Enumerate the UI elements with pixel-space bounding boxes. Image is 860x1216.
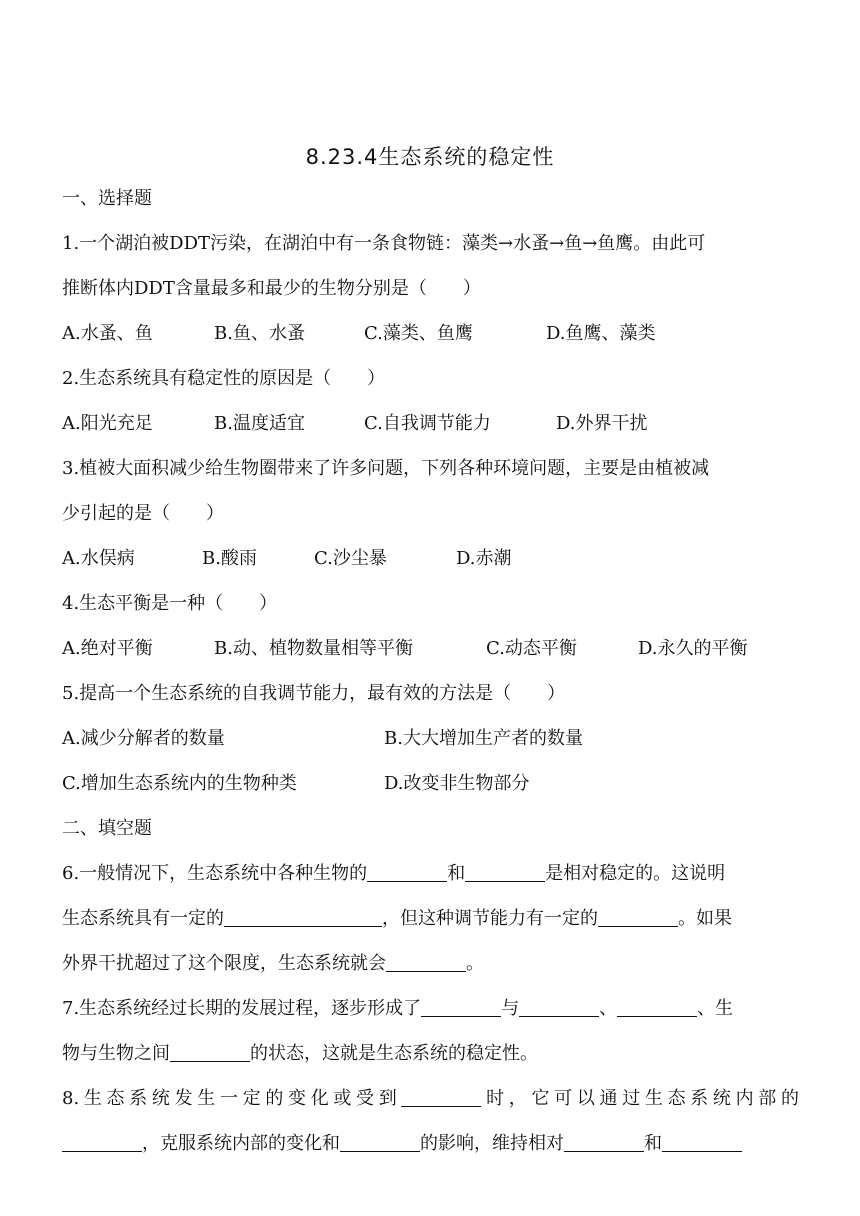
option-a: A.水蚤、鱼 bbox=[62, 323, 153, 344]
text-segment: 和 bbox=[644, 1133, 662, 1154]
option-a: A.绝对平衡 bbox=[62, 638, 153, 659]
option-b: B.大大增加生产者的数量 bbox=[384, 728, 583, 749]
answer-blank[interactable] bbox=[465, 863, 545, 882]
text-segment: 物与生物之间 bbox=[62, 1043, 170, 1064]
question-5-stem: 5.提高一个生态系统的自我调节能力，最有效的方法是（ ） bbox=[62, 683, 566, 704]
question-2-stem: 2.生态系统具有稳定性的原因是（ ） bbox=[62, 368, 386, 389]
question-1-stem-line-1: 1.一个湖泊被DDT污染，在湖泊中有一条食物链：藻类→水蚤→鱼→鱼鹰。由此可 bbox=[62, 233, 706, 254]
text-segment: 7.生态系统经过长期的发展过程，逐步形成了 bbox=[62, 998, 422, 1019]
question-3-options bbox=[62, 545, 802, 573]
answer-blank[interactable] bbox=[598, 908, 678, 927]
option-b: B.温度适宜 bbox=[214, 413, 305, 434]
answer-blank[interactable] bbox=[367, 863, 447, 882]
question-8-line-2 bbox=[62, 1130, 742, 1158]
option-c: C.动态平衡 bbox=[486, 638, 577, 659]
option-d: D.改变非生物部分 bbox=[384, 773, 530, 794]
option-b: B.动、植物数量相等平衡 bbox=[214, 638, 413, 659]
text-segment: 、生 bbox=[697, 998, 734, 1019]
question-7-line-1 bbox=[62, 995, 733, 1023]
option-d: D.外界干扰 bbox=[556, 413, 648, 434]
answer-blank[interactable] bbox=[224, 908, 382, 927]
question-6-line-3 bbox=[62, 950, 484, 978]
text-segment: 6.一般情况下，生态系统中各种生物的 bbox=[62, 863, 368, 884]
option-c: C.增加生态系统内的生物种类 bbox=[62, 773, 297, 794]
answer-blank[interactable] bbox=[519, 998, 599, 1017]
question-5-options-row-2 bbox=[62, 770, 802, 798]
page-title: 8.23.4生态系统的稳定性 bbox=[305, 145, 555, 169]
option-a: A.减少分解者的数量 bbox=[62, 728, 225, 749]
answer-blank[interactable] bbox=[170, 1043, 250, 1062]
text-segment: 的影响，维持相对 bbox=[420, 1133, 564, 1154]
question-1-options bbox=[62, 320, 802, 348]
question-4-stem: 4.生态平衡是一种（ ） bbox=[62, 593, 278, 614]
text-segment: 。如果 bbox=[678, 908, 732, 929]
text-segment: 和 bbox=[447, 863, 466, 884]
answer-blank[interactable] bbox=[662, 1133, 742, 1152]
option-d: D.赤潮 bbox=[456, 548, 512, 569]
question-4-options bbox=[62, 635, 802, 663]
answer-blank[interactable] bbox=[62, 1133, 142, 1152]
text-segment: 的状态，这就是生态系统的稳定性。 bbox=[250, 1043, 538, 1064]
question-6-line-2 bbox=[62, 905, 732, 933]
question-7-line-2 bbox=[62, 1040, 538, 1068]
text-segment: 与 bbox=[501, 998, 520, 1019]
text-segment: 、 bbox=[599, 998, 618, 1019]
answer-blank[interactable] bbox=[421, 998, 501, 1017]
option-a: A.水俣病 bbox=[62, 548, 135, 569]
question-8-line-1 bbox=[62, 1085, 799, 1113]
answer-blank[interactable] bbox=[564, 1133, 644, 1152]
option-c: C.自我调节能力 bbox=[364, 413, 491, 434]
text-segment: ，克服系统内部的变化和 bbox=[142, 1133, 340, 1154]
text-segment: 。 bbox=[466, 953, 484, 974]
option-c: C.沙尘暴 bbox=[314, 548, 387, 569]
section-heading-fill: 二、填空题 bbox=[62, 818, 152, 839]
option-b: B.酸雨 bbox=[202, 548, 257, 569]
question-3-stem-line-1: 3.植被大面积减少给生物圈带来了许多问题，下列各种环境问题，主要是由植被减 bbox=[62, 458, 710, 479]
option-b: B.鱼、水蚤 bbox=[214, 323, 305, 344]
text-segment: 生态系统具有一定的 bbox=[62, 908, 224, 929]
question-5-options-row-1 bbox=[62, 725, 802, 753]
question-1-stem-line-2: 推断体内DDT含量最多和最少的生物分别是（ ） bbox=[62, 278, 481, 299]
section-heading-choice: 一、选择题 bbox=[62, 188, 152, 209]
option-d: D.永久的平衡 bbox=[638, 638, 748, 659]
answer-blank[interactable] bbox=[340, 1133, 420, 1152]
text-segment: 是相对稳定的。这说明 bbox=[545, 863, 726, 884]
text-segment: ，但这种调节能力有一定的 bbox=[382, 908, 598, 929]
text-segment: 8.生态系统发生一定的变化或受到 bbox=[62, 1088, 402, 1109]
answer-blank[interactable] bbox=[617, 998, 697, 1017]
text-segment: 外界干扰超过了这个限度，生态系统就会 bbox=[62, 953, 386, 974]
question-2-options bbox=[62, 410, 802, 438]
option-a: A.阳光充足 bbox=[62, 413, 153, 434]
answer-blank[interactable] bbox=[401, 1088, 481, 1107]
question-6-line-1 bbox=[62, 860, 725, 888]
text-segment: 时，它可以通过生态系统内部的 bbox=[481, 1088, 799, 1109]
option-c: C.藻类、鱼鹰 bbox=[364, 323, 473, 344]
answer-blank[interactable] bbox=[386, 953, 466, 972]
option-d: D.鱼鹰、藻类 bbox=[546, 323, 656, 344]
question-3-stem-line-2: 少引起的是（ ） bbox=[62, 503, 224, 524]
